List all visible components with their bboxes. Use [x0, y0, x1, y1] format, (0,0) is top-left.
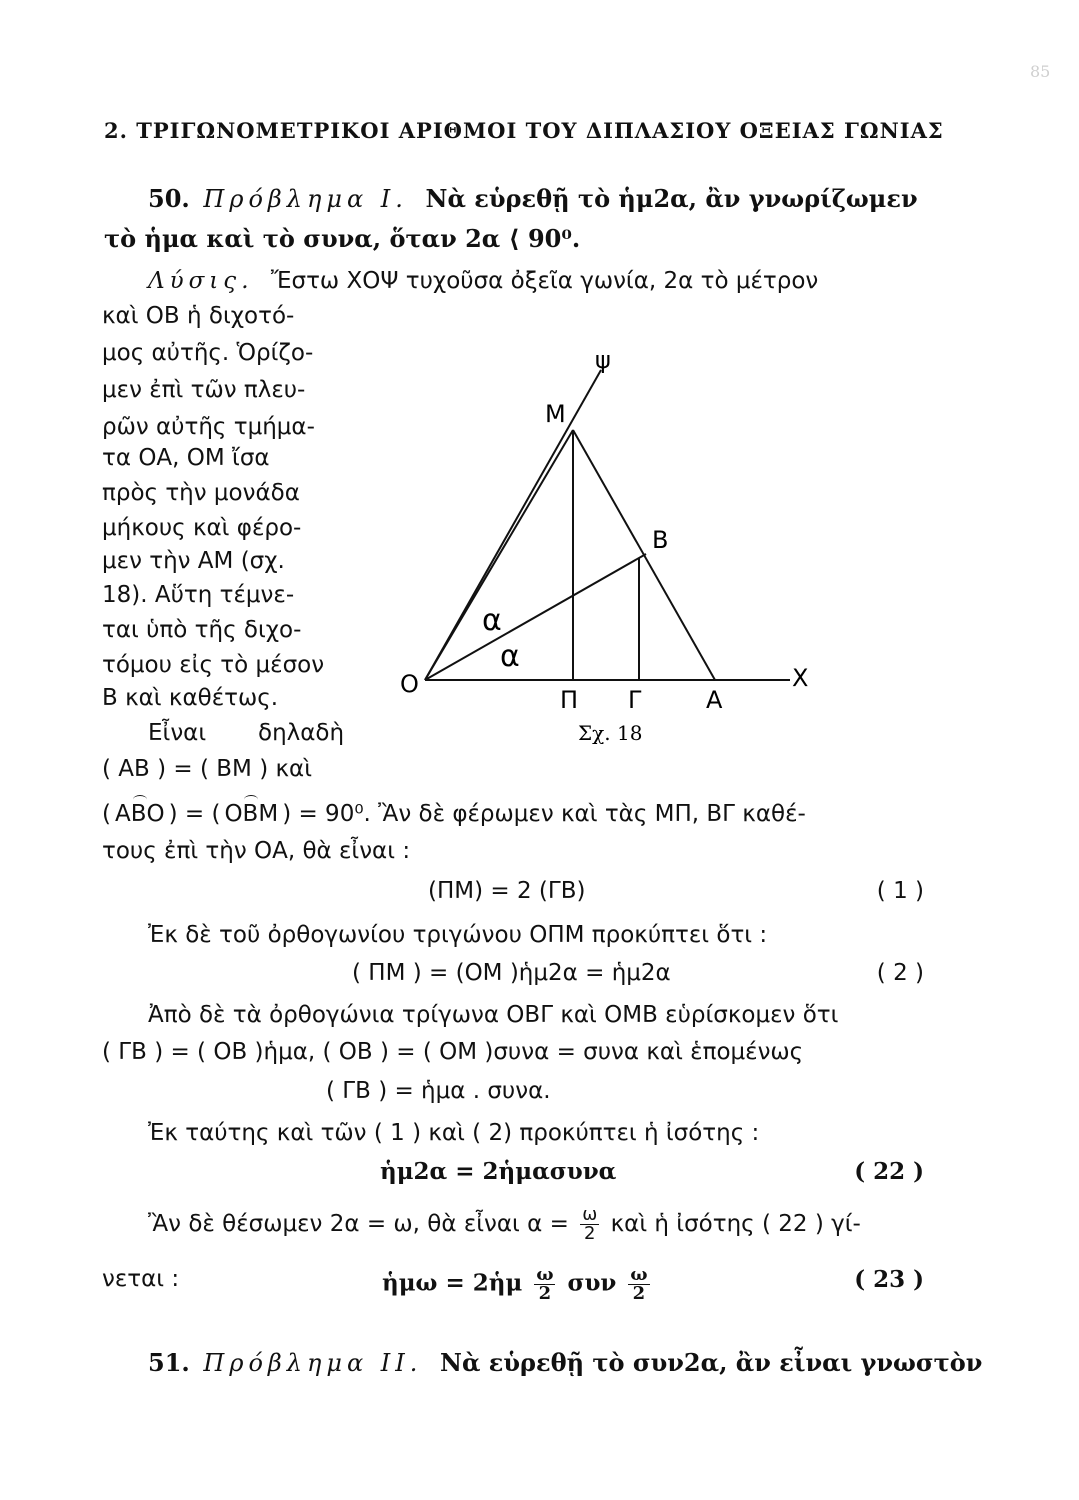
- solution-text: Ἔστω ΧΟΨ τυχοῦσα ὀξεῖα γωνία, 2α τὸ μέτρον: [270, 268, 819, 294]
- equation-23: [382, 1266, 654, 1303]
- netai: νεται :: [102, 1266, 180, 1292]
- col-line: μήκους καὶ φέρο-: [102, 515, 302, 541]
- equation-23-number: ( 23 ): [854, 1266, 924, 1293]
- frac-top: ω: [536, 1264, 554, 1285]
- einai-b: δηλαδὴ: [258, 720, 345, 746]
- label-m: Μ: [545, 400, 566, 428]
- equation-2: ( ΠΜ ) = (ΟΜ )ἡμ2α = ἡμ2α: [352, 960, 671, 986]
- line-apo: Ἀπὸ δὲ τὰ ὀρθογώνια τρίγωνα ΟΒΓ καὶ ΟΜΒ εὑρίσκομεν ὅτι: [148, 1002, 839, 1028]
- line-an-a: Ἂν δὲ θέσωμεν 2α = ω, θὰ εἶναι α =: [148, 1211, 569, 1237]
- equation-2-number: ( 2 ): [876, 960, 924, 986]
- problem-statement-line2: τὸ ἡμα καὶ τὸ συνα, ὅταν 2α ⟨ 90⁰.: [104, 224, 581, 253]
- equation-1-number: ( 1 ): [876, 878, 924, 904]
- problem-label: Πρόβλημα ΙΙ.: [203, 1349, 423, 1377]
- frac-bot: 2: [538, 1283, 552, 1304]
- einai-a: Εἶναι: [148, 720, 207, 746]
- label-p: Π: [560, 686, 579, 714]
- problem-number: 51.: [148, 1348, 190, 1377]
- fraction-omega-2: [534, 1266, 555, 1303]
- equation-23-a: ἡμω = 2ἡμ: [382, 1269, 523, 1297]
- figure-caption: Σχ. 18: [578, 721, 643, 745]
- col-line: 18). Αὕτη τέμνε-: [102, 582, 295, 608]
- label-psi: ψ: [595, 346, 611, 374]
- page-number: 85: [1030, 62, 1051, 81]
- col-line: ται ὑπὸ τῆς διχο-: [102, 617, 302, 643]
- problem-51-line: [148, 1348, 982, 1377]
- label-x: Χ: [792, 664, 809, 692]
- frac-top: ω: [582, 1204, 598, 1225]
- col-line: Β καὶ καθέτως.: [102, 685, 279, 711]
- problem-50-line1: [148, 184, 918, 213]
- label-alpha-upper: α: [482, 603, 502, 638]
- line-an: [148, 1206, 924, 1243]
- ob-bisector: [425, 554, 646, 680]
- problem-statement: Νὰ εὑρεθῇ τὸ συν2α, ἂν εἶναι γνωστὸν: [440, 1348, 983, 1377]
- angle-rest: ) = 90⁰. Ἂν δὲ φέρωμεν καὶ τὰς ΜΠ, ΒΓ καθέ-: [282, 801, 806, 827]
- label-alpha-lower: α: [500, 639, 520, 674]
- equation-23-row: [102, 1264, 924, 1304]
- col-line: μεν ἐπὶ τῶν πλευ-: [102, 377, 306, 403]
- figure-18: [390, 330, 830, 750]
- fraction-omega-2: [628, 1266, 649, 1303]
- equation-22: ἡμ2α = 2ἡμασυνα: [380, 1158, 617, 1185]
- col-line: μος αὐτῆς. Ὁρίζο-: [102, 340, 314, 366]
- equation-23-b: συν: [567, 1269, 617, 1297]
- angle-line: ( ΑΒΟ ) = ( ΟΒΜ ) = 90⁰. Ἂν δὲ φέρωμεν καὶ τὰς ΜΠ, ΒΓ καθέ-: [102, 801, 806, 827]
- col-line: τα ΟΑ, ΟΜ ἴσα: [102, 445, 270, 471]
- angle-obm: ΟΒΜ: [224, 801, 279, 827]
- angle-abo: ΑΒΟ: [114, 801, 165, 827]
- label-a: Α: [706, 686, 723, 714]
- equation-gb: ( ΓΒ ) = ἡμα . συνα.: [326, 1078, 551, 1104]
- ab-bm-line: ( ΑΒ ) = ( ΒΜ ) καὶ: [102, 756, 312, 782]
- frac-bot: 2: [584, 1223, 596, 1244]
- solution-first-line: [148, 268, 818, 294]
- col-line: μεν τὴν ΑΜ (σχ.: [102, 548, 285, 574]
- equation-1: (ΠΜ) = 2 (ΓΒ): [428, 878, 586, 904]
- frac-bot: 2: [632, 1283, 646, 1304]
- line-ek: Ἐκ δὲ τοῦ ὀρθογωνίου τριγώνου ΟΠΜ προκύπτει ὅτι :: [148, 922, 768, 948]
- chapter-heading: 2. ΤΡΙΓΩΝΟΜΕΤΡΙΚΟΙ ΑΡΙΘΜΟΙ ΤΟΥ ΔΙΠΛΑΣΙΟΥ ΟΞΕΙΑΣ ΓΩΝΙΑΣ: [104, 118, 944, 143]
- om-segment: [425, 430, 573, 680]
- problem-statement: Νὰ εὑρεθῇ τὸ ἡμ2α, ἂν γνωρίζωμεν: [425, 184, 918, 213]
- solution-label: Λύσις.: [148, 268, 254, 294]
- problem-number: 50.: [148, 184, 190, 213]
- label-o: Ο: [400, 670, 419, 698]
- label-b: Β: [652, 526, 669, 554]
- col-line: πρὸς τὴν μονάδα: [102, 480, 300, 506]
- line-an-b: καὶ ἡ ἰσότης ( 22 ) γί-: [610, 1211, 861, 1237]
- equation-22-number: ( 22 ): [854, 1158, 924, 1185]
- col-line: ρῶν αὐτῆς τμήμα-: [102, 414, 315, 440]
- label-g: Γ: [628, 686, 642, 714]
- line-ek2: Ἐκ ταύτης καὶ τῶν ( 1 ) καὶ ( 2) προκύπτει ἡ ἰσότης :: [148, 1120, 760, 1146]
- fraction-omega-2: [580, 1206, 599, 1243]
- line-gb: ( ΓΒ ) = ( ΟΒ )ἡμα, ( ΟΒ ) = ( ΟΜ )συνα = συνα καὶ ἑπομένως: [102, 1039, 804, 1065]
- col-line: τόμου εἰς τὸ μέσον: [102, 652, 325, 678]
- col-line: καὶ ΟΒ ἡ διχοτό-: [102, 303, 295, 329]
- line-tous: τους ἐπὶ τὴν ΟΑ, θὰ εἶναι :: [102, 838, 411, 864]
- problem-label: Πρόβλημα Ι.: [203, 185, 408, 213]
- frac-top: ω: [630, 1264, 648, 1285]
